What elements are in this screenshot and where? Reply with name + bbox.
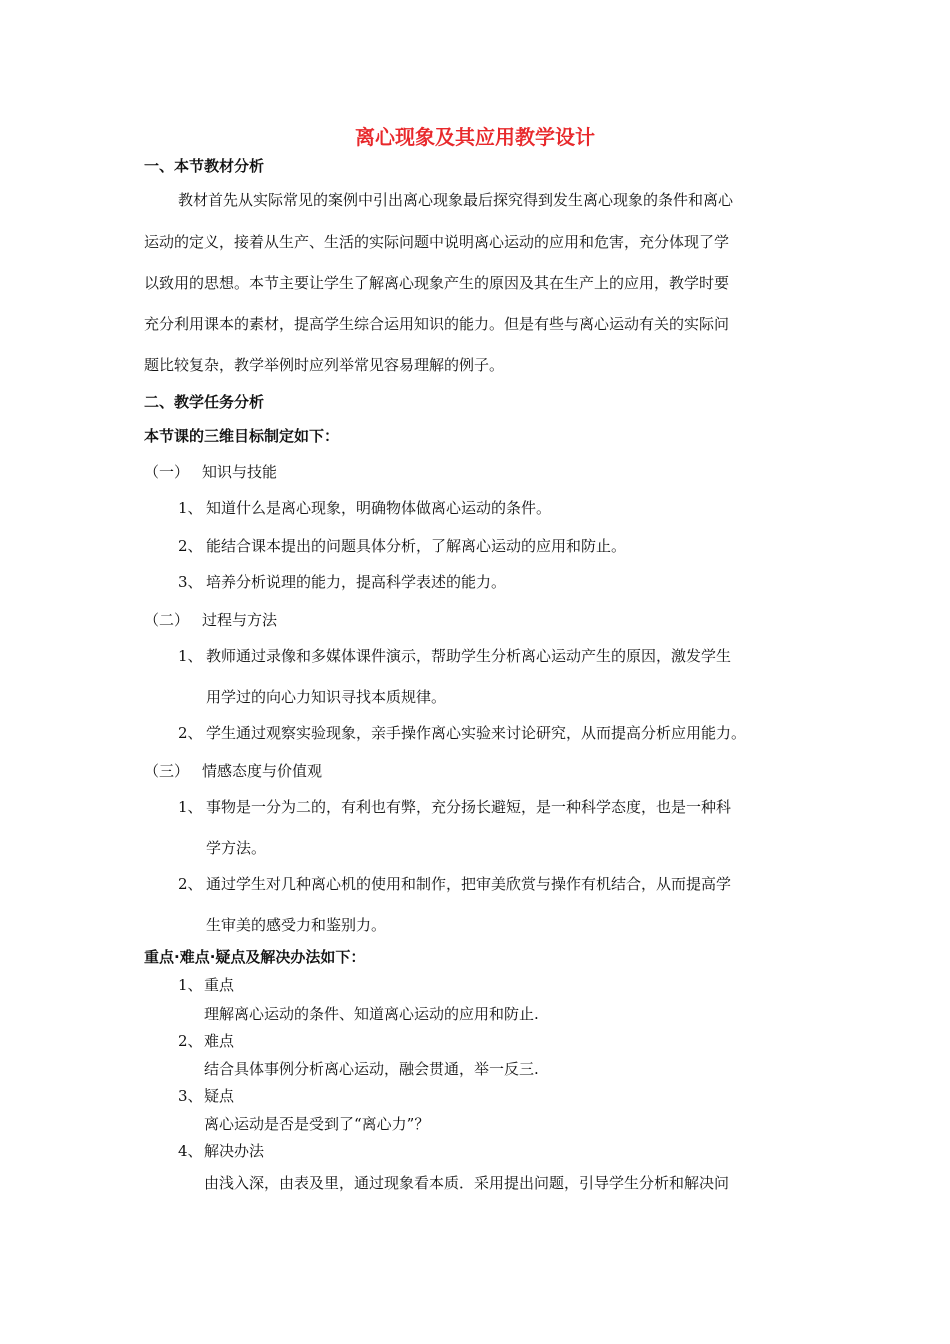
- list-number: 3、: [178, 1087, 203, 1105]
- section-heading-task-analysis: 二、教学任务分析: [144, 393, 265, 411]
- group-label: （二）: [144, 611, 190, 629]
- section-heading-key-points: 重点·难点·疑点及解决办法如下：: [144, 948, 366, 966]
- list-label: 难点: [204, 1032, 235, 1050]
- list-item-continuation: 学方法。: [206, 839, 267, 857]
- list-number: 2、: [178, 537, 203, 555]
- group-title: 过程与方法: [202, 611, 278, 629]
- list-item: 由浅入深，由表及里，通过现象看本质．采用提出问题，引导学生分析和解决问: [204, 1174, 730, 1192]
- list-item: 离心运动是否是受到了“离心力”？: [204, 1115, 430, 1133]
- group-title: 情感态度与价值观: [202, 762, 323, 780]
- list-item: 能结合课本提出的问题具体分析，了解离心运动的应用和防止。: [206, 537, 627, 555]
- list-number: 3、: [178, 573, 203, 591]
- group-title: 知识与技能: [202, 463, 278, 481]
- list-item: 教师通过录像和多媒体课件演示，帮助学生分析离心运动产生的原因，激发学生: [206, 647, 732, 665]
- list-item: 结合具体事例分析离心运动，融会贯通，举一反三.: [204, 1060, 539, 1078]
- document-title: 离心现象及其应用教学设计: [355, 125, 595, 149]
- list-label: 解决办法: [204, 1142, 265, 1160]
- list-number: 4、: [178, 1142, 203, 1160]
- paragraph-line: 以致用的思想。本节主要让学生了解离心现象产生的原因及其在生产上的应用，教学时要: [144, 274, 730, 292]
- list-number: 1、: [178, 499, 203, 517]
- list-item: 理解离心运动的条件、知道离心运动的应用和防止.: [204, 1005, 539, 1023]
- list-number: 1、: [178, 798, 203, 816]
- list-number: 1、: [178, 976, 203, 994]
- list-item: 事物是一分为二的，有利也有弊，充分扬长避短，是一种科学态度，也是一种科: [206, 798, 732, 816]
- paragraph-line: 题比较复杂，教学举例时应列举常见容易理解的例子。: [144, 356, 505, 374]
- paragraph-line: 教材首先从实际常见的案例中引出离心现象最后探究得到发生离心现象的条件和离心: [178, 191, 734, 209]
- list-item: 学生通过观察实验现象，亲手操作离心实验来讨论研究，从而提高分析应用能力。: [206, 724, 747, 742]
- list-item: 知道什么是离心现象，明确物体做离心运动的条件。: [206, 499, 552, 517]
- list-label: 重点: [204, 976, 235, 994]
- list-item: 培养分析说理的能力，提高科学表述的能力。: [206, 573, 507, 591]
- list-item-continuation: 用学过的向心力知识寻找本质规律。: [206, 688, 447, 706]
- section-heading-textbook-analysis: 一、本节教材分析: [144, 157, 265, 175]
- list-number: 2、: [178, 724, 203, 742]
- list-item-continuation: 生审美的感受力和鉴别力。: [206, 916, 387, 934]
- paragraph-line: 运动的定义，接着从生产、生活的实际问题中说明离心运动的应用和危害，充分体现了学: [144, 233, 730, 251]
- list-number: 2、: [178, 1032, 203, 1050]
- list-number: 2、: [178, 875, 203, 893]
- list-label: 疑点: [204, 1087, 235, 1105]
- subheading-objectives: 本节课的三维目标制定如下：: [144, 427, 340, 445]
- list-item: 通过学生对几种离心机的使用和制作，把审美欣赏与操作有机结合，从而提高学: [206, 875, 732, 893]
- group-label: （三）: [144, 762, 190, 780]
- group-label: （一）: [144, 463, 190, 481]
- list-number: 1、: [178, 647, 203, 665]
- paragraph-line: 充分利用课本的素材，提高学生综合运用知识的能力。但是有些与离心运动有关的实际问: [144, 315, 730, 333]
